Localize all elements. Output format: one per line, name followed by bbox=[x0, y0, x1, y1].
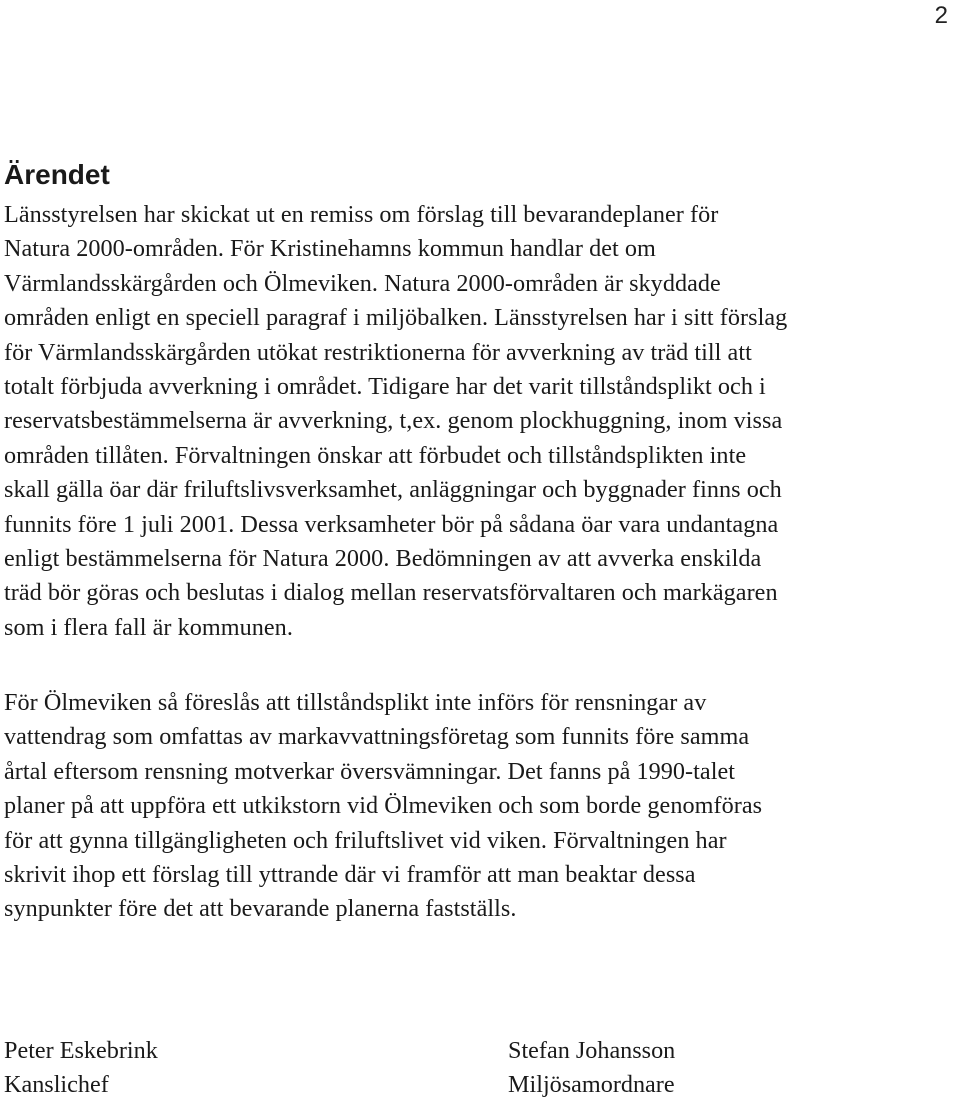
paragraph-line: planer på att uppföra ett utkikstorn vid Ölmeviken och som borde genomföras bbox=[4, 792, 763, 820]
signature-block-1 bbox=[4, 1034, 158, 1102]
signatory-title: Miljösamordnare bbox=[508, 1071, 675, 1098]
paragraph-line: Natura 2000-områden. För Kristinehamns kommun handlar det om bbox=[4, 235, 656, 263]
paragraph-line: reservatsbestämmelserna är avverkning, t,ex. genom plockhuggning, inom vissa bbox=[4, 407, 783, 435]
paragraph-line: som i flera fall är kommunen. bbox=[4, 613, 293, 641]
paragraph-line: enligt bestämmelserna för Natura 2000. Bedömningen av att avverka enskilda bbox=[4, 545, 762, 573]
paragraph-line: vattendrag som omfattas av markavvattningsföretag som funnits före samma bbox=[4, 723, 750, 751]
paragraph-line: träd bör göras och beslutas i dialog mellan reservatsförvaltaren och markägaren bbox=[4, 579, 778, 607]
signatory-title: Kanslichef bbox=[4, 1071, 109, 1098]
paragraph-line: synpunkter före det att bevarande planerna fastställs. bbox=[4, 895, 517, 923]
page-number: 2 bbox=[934, 2, 948, 29]
paragraph-line: årtal eftersom rensning motverkar översvämningar. Det fanns på 1990-talet bbox=[4, 757, 736, 785]
paragraph-line: Länsstyrelsen har skickat ut en remiss om förslag till bevarandeplaner för bbox=[4, 201, 719, 228]
paragraph-line: skrivit ihop ett förslag till yttrande där vi framför att man beaktar dessa bbox=[4, 861, 696, 889]
section-heading: Ärendet bbox=[4, 159, 110, 190]
signatory-name: Stefan Johansson bbox=[508, 1037, 676, 1064]
paragraph-2 bbox=[4, 686, 954, 927]
paragraph-line: för att gynna tillgängligheten och friluftslivet vid viken. Förvaltningen har bbox=[4, 826, 727, 854]
paragraph-line: funnits före 1 juli 2001. Dessa verksamheter bör på sådana öar vara undantagna bbox=[4, 510, 779, 538]
paragraph-line: För Ölmeviken så föreslås att tillståndsplikt inte införs för rensningar av bbox=[4, 689, 707, 716]
paragraph-line: skall gälla öar där friluftslivsverksamhet, anläggningar och byggnader finns och bbox=[4, 476, 782, 504]
paragraph-line: totalt förbjuda avverkning i området. Tidigare har det varit tillståndsplikt och i bbox=[4, 373, 766, 401]
paragraph-line: områden enligt en speciell paragraf i miljöbalken. Länsstyrelsen har i sitt förslag bbox=[4, 304, 788, 332]
paragraph-line: för Värmlandsskärgården utökat restriktionerna för avverkning av träd till att bbox=[4, 338, 752, 366]
signatory-name: Peter Eskebrink bbox=[4, 1037, 158, 1064]
paragraph-line: områden tillåten. Förvaltningen önskar att förbudet och tillståndsplikten inte bbox=[4, 441, 747, 469]
paragraph-line: Värmlandsskärgården och Ölmeviken. Natura 2000-områden är skyddade bbox=[4, 269, 721, 297]
signature-block-2 bbox=[508, 1034, 675, 1102]
paragraph-1 bbox=[4, 198, 954, 645]
